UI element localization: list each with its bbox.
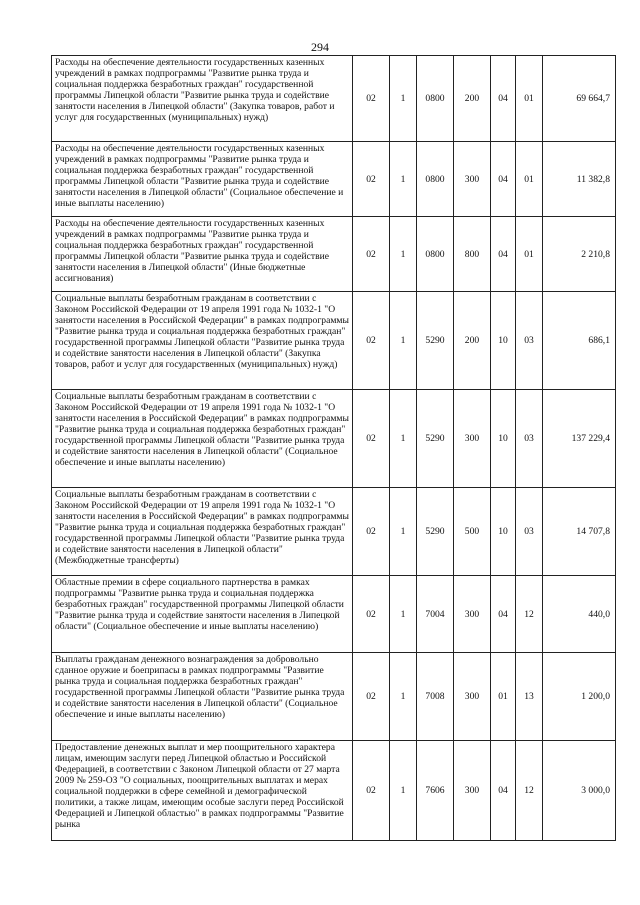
code-cell: 300 — [454, 653, 491, 741]
row-description: Расходы на обеспечение деятельности государственных казенных учреждений в рамках подпрограммы "Развитие рынка труда и социальная поддержка безработных граждан" государственной программы Липецкой области "Развитие рынка труда и содействие занятости населения в Липецкой области" (Закупка товаров, работ и услуг для государственных (муниципальных) нужд) — [52, 56, 353, 142]
code-cell: 1 — [390, 56, 417, 142]
code-cell: 04 — [491, 56, 516, 142]
code-cell: 300 — [454, 741, 491, 841]
table-row — [52, 390, 616, 488]
amount-cell: 2 210,8 — [543, 217, 616, 292]
code-cell: 03 — [516, 390, 543, 488]
code-cell: 1 — [390, 488, 417, 576]
code-cell: 02 — [353, 576, 390, 653]
row-description: Расходы на обеспечение деятельности государственных казенных учреждений в рамках подпрограммы "Развитие рынка труда и социальная поддержка безработных граждан" государственной программы Липецкой области "Развитие рынка труда и содействие занятости населения в Липецкой области" (Социальное обеспечение и иные выплаты населению) — [52, 142, 353, 217]
code-cell: 12 — [516, 741, 543, 841]
code-cell: 12 — [516, 576, 543, 653]
code-cell: 02 — [353, 142, 390, 217]
code-cell: 10 — [491, 488, 516, 576]
row-description: Расходы на обеспечение деятельности государственных казенных учреждений в рамках подпрограммы "Развитие рынка труда и социальная поддержка безработных граждан" государственной программы Липецкой области "Развитие рынка труда и содействие занятости населения в Липецкой области" (Иные бюджетные ассигнования) — [52, 217, 353, 292]
code-cell: 1 — [390, 576, 417, 653]
code-cell: 04 — [491, 576, 516, 653]
table-row — [52, 653, 616, 741]
amount-cell: 1 200,0 — [543, 653, 616, 741]
code-cell: 1 — [390, 217, 417, 292]
code-cell: 01 — [516, 56, 543, 142]
code-cell: 13 — [516, 653, 543, 741]
code-cell: 02 — [353, 741, 390, 841]
amount-cell: 137 229,4 — [543, 390, 616, 488]
code-cell: 02 — [353, 56, 390, 142]
code-cell: 0800 — [417, 56, 454, 142]
code-cell: 02 — [353, 390, 390, 488]
code-cell: 5290 — [417, 390, 454, 488]
budget-table — [51, 55, 616, 841]
table-row — [52, 488, 616, 576]
code-cell: 200 — [454, 292, 491, 390]
table-row — [52, 217, 616, 292]
table-row — [52, 576, 616, 653]
code-cell: 03 — [516, 292, 543, 390]
code-cell: 02 — [353, 488, 390, 576]
amount-cell: 11 382,8 — [543, 142, 616, 217]
row-description: Социальные выплаты безработным гражданам в соответствии с Законом Российской Федерации от 19 апреля 1991 года № 1032-1 "О занятости населения в Российской Федерации" в рамках подпрограммы "Развитие рынка труда и социальная поддержка безработных граждан" государственной программы Липецкой области "Развитие рынка труда и содействие занятости населения в Липецкой области" (Закупка товаров, работ и услуг для государственных (муниципальных) нужд) — [52, 292, 353, 390]
code-cell: 5290 — [417, 488, 454, 576]
code-cell: 7008 — [417, 653, 454, 741]
code-cell: 04 — [491, 217, 516, 292]
code-cell: 1 — [390, 292, 417, 390]
code-cell: 04 — [491, 741, 516, 841]
table-row — [52, 741, 616, 841]
code-cell: 300 — [454, 142, 491, 217]
code-cell: 02 — [353, 653, 390, 741]
row-description: Предоставление денежных выплат и мер поощрительного характера лицам, имеющим заслуги перед Липецкой областью и Российской Федерацией, в соответствии с Законом Липецкой области от 27 марта 2009 № 259-ОЗ "О социальных, поощрительных выплатах и мерах социальной поддержки в сфере семейной и демографической политики, а также лицам, имеющим особые заслуги перед Российской Федерацией и Липецкой областью" в рамках подпрограммы "Развитие рынка — [52, 741, 353, 841]
amount-cell: 440,0 — [543, 576, 616, 653]
code-cell: 01 — [516, 217, 543, 292]
code-cell: 04 — [491, 142, 516, 217]
code-cell: 1 — [390, 653, 417, 741]
code-cell: 800 — [454, 217, 491, 292]
page-number: 294 — [311, 40, 329, 54]
amount-cell: 14 707,8 — [543, 488, 616, 576]
code-cell: 03 — [516, 488, 543, 576]
table-row — [52, 142, 616, 217]
table-row — [52, 56, 616, 142]
code-cell: 0800 — [417, 142, 454, 217]
row-description: Социальные выплаты безработным гражданам в соответствии с Законом Российской Федерации от 19 апреля 1991 года № 1032-1 "О занятости населения в Российской Федерации" в рамках подпрограммы "Развитие рынка труда и социальная поддержка безработных граждан" государственной программы Липецкой области "Развитие рынка труда и содействие занятости населения в Липецкой области" (Социальное обеспечение и иные выплаты населению) — [52, 390, 353, 488]
code-cell: 1 — [390, 390, 417, 488]
code-cell: 1 — [390, 142, 417, 217]
code-cell: 300 — [454, 576, 491, 653]
table-row — [52, 292, 616, 390]
code-cell: 7606 — [417, 741, 454, 841]
code-cell: 10 — [491, 292, 516, 390]
code-cell: 1 — [390, 741, 417, 841]
row-description: Социальные выплаты безработным гражданам в соответствии с Законом Российской Федерации от 19 апреля 1991 года № 1032-1 "О занятости населения в Российской Федерации" в рамках подпрограммы "Развитие рынка труда и социальная поддержка безработных граждан" государственной программы Липецкой области "Развитие рынка труда и содействие занятости населения в Липецкой области" (Межбюджетные трансферты) — [52, 488, 353, 576]
code-cell: 300 — [454, 390, 491, 488]
code-cell: 01 — [516, 142, 543, 217]
amount-cell: 686,1 — [543, 292, 616, 390]
code-cell: 02 — [353, 217, 390, 292]
amount-cell: 69 664,7 — [543, 56, 616, 142]
code-cell: 01 — [491, 653, 516, 741]
amount-cell: 3 000,0 — [543, 741, 616, 841]
code-cell: 0800 — [417, 217, 454, 292]
code-cell: 200 — [454, 56, 491, 142]
code-cell: 500 — [454, 488, 491, 576]
code-cell: 10 — [491, 390, 516, 488]
code-cell: 02 — [353, 292, 390, 390]
row-description: Областные премии в сфере социального партнерства в рамках подпрограммы "Развитие рынка труда и социальная поддержка безработных граждан" государственной программы Липецкой области "Развитие рынка труда и содействие занятости населения в Липецкой области" (Социальное обеспечение и иные выплаты населению) — [52, 576, 353, 653]
row-description: Выплаты гражданам денежного вознаграждения за добровольно сданное оружие и боеприпасы в рамках подпрограммы "Развитие рынка труда и социальная поддержка безработных граждан" государственной программы Липецкой области "Развитие рынка труда и содействие занятости населения в Липецкой области" (Социальное обеспечение и иные выплаты населению) — [52, 653, 353, 741]
code-cell: 5290 — [417, 292, 454, 390]
code-cell: 7004 — [417, 576, 454, 653]
